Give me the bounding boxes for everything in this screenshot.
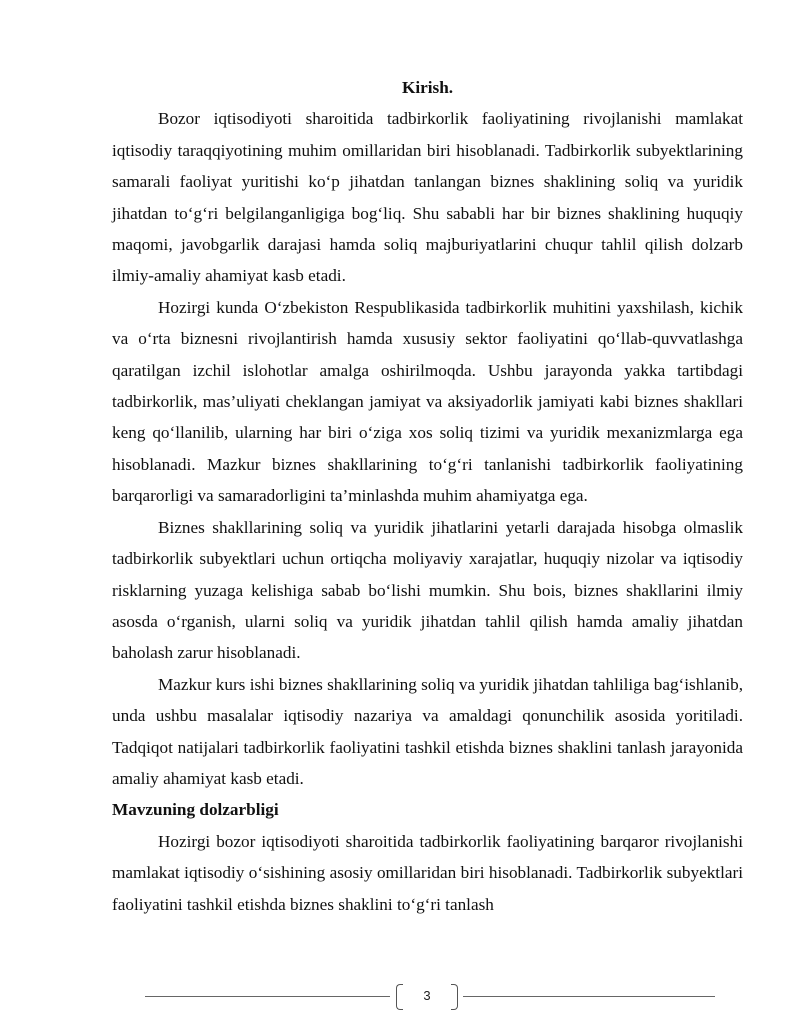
intro-paragraph-3: Biznes shakllarining soliq va yuridik jihatlarini yetarli darajada hisobga olmaslik tadbirkorlik subyektlari uchun ortiqcha moliyaviy xarajatlar, huquqiy nizolar va iqtisodiy risklarning yuzaga kelishiga sabab bo‘lishi mumkin. Shu bois, biznes shakllarini ilmiy asosda o‘rganish, ularni soliq va yuridik jihatdan tahlil qilish hamda amaliy jihatdan baholash zarur hisoblanadi. bbox=[112, 517, 743, 663]
subsection-heading: Mavzuning dolzarbligi bbox=[112, 800, 279, 820]
section-title: Kirish. bbox=[401, 78, 454, 97]
intro-paragraph-4: Mazkur kurs ishi biznes shakllarining soliq va yuridik jihatdan tahliliga bag‘ishlanib, unda ushbu masalalar iqtisodiy nazariya va amaldagi qonunchilik asosida yoritiladi. Tadqiqot natijalari tadbirkorlik faoliyatini tashkil etishda biznes shaklini tanlash jarayonida amaliy ahamiyat kasb etadi. bbox=[112, 674, 743, 788]
right-bracket-ornament bbox=[451, 984, 458, 1010]
document-page bbox=[112, 72, 743, 920]
page-footer bbox=[145, 984, 715, 1010]
footer-divider-left bbox=[145, 996, 390, 997]
intro-paragraph-2: Hozirgi kunda O‘zbekiston Respublikasida tadbirkorlik muhitini yaxshilash, kichik va o‘rta biznesni rivojlantirish hamda xususiy sektor faoliyatini qo‘llab-quvvatlashga qaratilgan izchil islohotlar amalga oshirilmoqda. Ushbu jarayonda yakka tartibdagi tadbirkorlik, mas’uliyati cheklangan jamiyat va aksiyadorlik jamiyati kabi biznes shakllari keng qo‘llanilib, ularning har biri o‘ziga xos soliq tizimi va yuridik mexanizmlarga ega hisoblanadi. Mazkur biznes shakllarining to‘g‘ri tanlanishi tadbirkorlik faoliyatining barqarorligi va samaradorligini ta’minlashda muhim ahamiyatga ega. bbox=[112, 297, 743, 506]
relevance-paragraph: Hozirgi bozor iqtisodiyoti sharoitida tadbirkorlik faoliyatining barqaror rivojlanishi mamlakat iqtisodiy o‘sishining asosiy omillaridan biri hisoblanadi. Tadbirkorlik subyektlari faoliyatini tashkil etishda biznes shaklini to‘g‘ri tanlash bbox=[112, 831, 743, 914]
left-bracket-ornament bbox=[396, 984, 403, 1010]
page-number: 3 bbox=[423, 988, 431, 1003]
footer-divider-right bbox=[463, 996, 715, 997]
intro-paragraph-1: Bozor iqtisodiyoti sharoitida tadbirkorlik faoliyatining rivojlanishi mamlakat iqtisodiy taraqqiyotining muhim omillaridan biri hisoblanadi. Tadbirkorlik subyektlarining samarali faoliyat yuritishi ko‘p jihatdan tanlangan biznes shaklining soliq va yuridik jihatdan to‘g‘ri belgilanganligiga bog‘liq. Shu sababli har bir biznes shaklining huquqiy maqomi, javobgarlik darajasi hamda soliq majburiyatlarini chuqur tahlil qilish dolzarb ilmiy-amaliy ahamiyat kasb etadi. bbox=[112, 109, 743, 286]
